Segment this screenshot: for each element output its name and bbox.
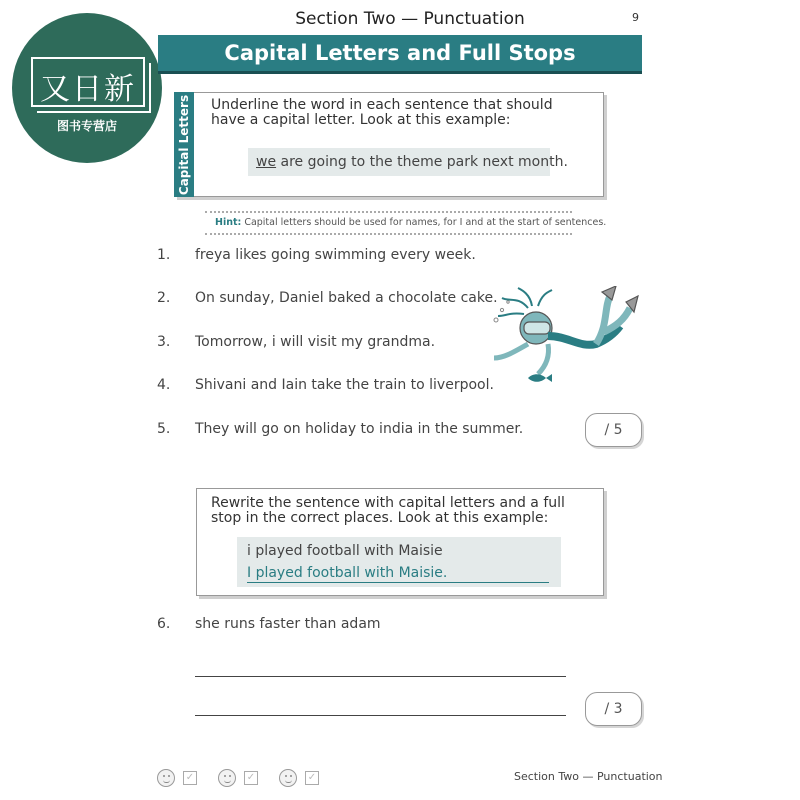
- diver-illustration: [488, 286, 640, 390]
- section-heading: Section Two — Punctuation: [295, 9, 525, 29]
- watermark-logo: [12, 13, 162, 163]
- example-box-1: [248, 148, 568, 176]
- hint-body: Capital letters should be used for names, for I and at the start of sentences.: [244, 217, 607, 228]
- question-number: 5.: [157, 421, 171, 437]
- hint-text: [215, 217, 606, 228]
- page-number: 9: [632, 11, 639, 24]
- instruction-text-1: Underline the word in each sentence that should have a capital letter. Look at this example:: [211, 97, 553, 128]
- face-icon[interactable]: [218, 769, 236, 787]
- face-icon[interactable]: [157, 769, 175, 787]
- example-answer-sentence: I played football with Maisie.: [247, 565, 549, 583]
- watermark-frame: [31, 57, 145, 107]
- question-text[interactable]: Shivani and Iain take the train to liverpool.: [195, 377, 494, 393]
- question-number: 2.: [157, 290, 171, 306]
- tick-box-icon[interactable]: ✓: [183, 771, 197, 785]
- example-rest: are going to the theme park next month.: [276, 154, 568, 170]
- example-input-sentence: i played football with Maisie: [247, 543, 443, 559]
- side-tab-label: Capital Letters: [177, 94, 191, 195]
- question-number: 6.: [157, 616, 171, 632]
- score-label-2: / 3: [604, 701, 623, 717]
- question-number: 3.: [157, 334, 171, 350]
- score-label-1: / 5: [604, 422, 623, 438]
- footer-label: Section Two — Punctuation: [514, 770, 663, 783]
- title-banner: [158, 35, 642, 74]
- hint-label: Hint:: [215, 217, 242, 228]
- question-text[interactable]: They will go on holiday to india in the summer.: [195, 421, 524, 437]
- watermark-main-text: 又日新: [40, 72, 136, 107]
- side-tab: [174, 92, 194, 197]
- question-text[interactable]: On sunday, Daniel baked a chocolate cake.: [195, 290, 498, 306]
- question-number: 1.: [157, 247, 171, 263]
- score-box-2[interactable]: [585, 692, 642, 726]
- question-number: 4.: [157, 377, 171, 393]
- answer-line[interactable]: [195, 715, 566, 716]
- tick-box-icon[interactable]: ✓: [305, 771, 319, 785]
- answer-line[interactable]: [195, 676, 566, 677]
- question-text[interactable]: freya likes going swimming every week.: [195, 247, 476, 263]
- question-text: she runs faster than adam: [195, 616, 381, 632]
- example-sentence-1: [256, 154, 568, 170]
- face-icon[interactable]: [279, 769, 297, 787]
- instruction-text-2: Rewrite the sentence with capital letters and a full stop in the correct places. Look at this example:: [211, 495, 565, 526]
- example-box-2: [237, 537, 561, 587]
- page-title: Capital Letters and Full Stops: [224, 41, 576, 65]
- hint-strip: [205, 211, 607, 235]
- watermark-sub-text: 图书专营店: [56, 119, 117, 133]
- example-underlined-word: we: [256, 154, 277, 170]
- score-box-1[interactable]: [585, 413, 642, 447]
- question-text[interactable]: Tomorrow, i will visit my grandma.: [195, 334, 436, 350]
- tick-box-icon[interactable]: ✓: [244, 771, 258, 785]
